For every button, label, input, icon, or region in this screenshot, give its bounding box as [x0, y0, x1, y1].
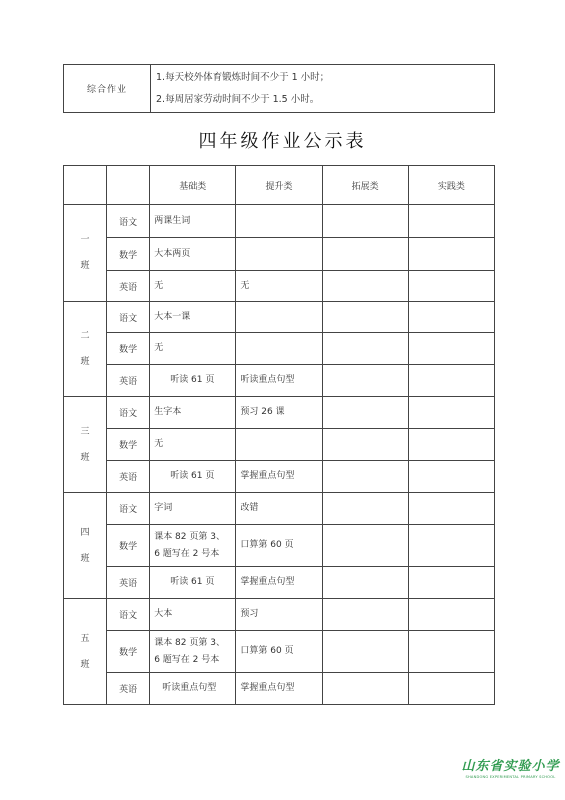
- subject-cell: 语文: [107, 599, 150, 631]
- subject-cell: 语文: [107, 205, 150, 238]
- homework-schedule-table: [63, 165, 495, 705]
- subject-cell: 英语: [107, 365, 150, 397]
- basic-cell: 课本 82 页第 3、 6 题写在 2 号本: [150, 525, 236, 567]
- practice-cell: [408, 397, 494, 429]
- extend-cell: [322, 599, 408, 631]
- table-row: [64, 65, 495, 113]
- subject-cell: 语文: [107, 302, 150, 333]
- comprehensive-line-2: 2.每周居家劳动时间不少于 1.5 小时。: [156, 93, 320, 105]
- basic-cell: 无: [150, 271, 236, 302]
- extend-cell: [322, 461, 408, 493]
- basic-cell: 无: [150, 429, 236, 461]
- comprehensive-label: 综合作业: [64, 65, 151, 113]
- basic-cell: 听读 61 页: [150, 461, 236, 493]
- improve-cell: 口算第 60 页: [236, 525, 322, 567]
- practice-cell: [408, 238, 494, 271]
- improve-cell: 掌握重点句型: [236, 461, 322, 493]
- improve-cell: 无: [236, 271, 322, 302]
- table-row: [64, 631, 495, 673]
- class-name-cell: 一 班: [64, 205, 107, 302]
- practice-cell: [408, 599, 494, 631]
- header-cell-practice: 实践类: [408, 166, 494, 205]
- class-name-cell: 五 班: [64, 599, 107, 705]
- school-logo-subtext: SHANDONG EXPERIMENTAL PRIMARY SCHOOL: [465, 775, 556, 779]
- basic-cell: 听读 61 页: [150, 365, 236, 397]
- improve-cell: [236, 333, 322, 365]
- extend-cell: [322, 333, 408, 365]
- basic-cell: 大本两页: [150, 238, 236, 271]
- subject-cell: 英语: [107, 567, 150, 599]
- basic-cell: 听读 61 页: [150, 567, 236, 599]
- improve-cell: 改错: [236, 493, 322, 525]
- header-row: [64, 166, 495, 205]
- basic-cell: 课本 82 页第 3、 6 题写在 2 号本: [150, 631, 236, 673]
- table-row: [64, 599, 495, 631]
- subject-cell: 数学: [107, 631, 150, 673]
- practice-cell: [408, 673, 494, 705]
- basic-cell: 生字本: [150, 397, 236, 429]
- class-name-cell: 二 班: [64, 302, 107, 397]
- header-cell-improve: 提升类: [236, 166, 322, 205]
- extend-cell: [322, 397, 408, 429]
- comprehensive-content: [151, 65, 495, 113]
- table-row: [64, 525, 495, 567]
- extend-cell: [322, 365, 408, 397]
- practice-cell: [408, 429, 494, 461]
- school-logo: [458, 755, 563, 779]
- subject-cell: 语文: [107, 493, 150, 525]
- basic-cell: 大本一课: [150, 302, 236, 333]
- extend-cell: [322, 631, 408, 673]
- school-logo-text: 山东省实验小学: [461, 759, 560, 774]
- improve-cell: [236, 205, 322, 238]
- table-row: [64, 302, 495, 333]
- extend-cell: [322, 429, 408, 461]
- practice-cell: [408, 567, 494, 599]
- subject-cell: 英语: [107, 673, 150, 705]
- class-name-cell: 四 班: [64, 493, 107, 599]
- table-row: [64, 461, 495, 493]
- subject-cell: 数学: [107, 238, 150, 271]
- table-row: [64, 271, 495, 302]
- subject-cell: 语文: [107, 397, 150, 429]
- basic-cell: 字词: [150, 493, 236, 525]
- extend-cell: [322, 302, 408, 333]
- practice-cell: [408, 205, 494, 238]
- header-cell-basic: 基础类: [150, 166, 236, 205]
- improve-cell: 掌握重点句型: [236, 673, 322, 705]
- practice-cell: [408, 525, 494, 567]
- table-row: [64, 205, 495, 238]
- improve-cell: 预习 26 课: [236, 397, 322, 429]
- subject-cell: 英语: [107, 271, 150, 302]
- header-cell-extend: 拓展类: [322, 166, 408, 205]
- improve-cell: 听读重点句型: [236, 365, 322, 397]
- page-title: 四年级作业公示表: [198, 131, 367, 152]
- subject-cell: 数学: [107, 525, 150, 567]
- improve-cell: 口算第 60 页: [236, 631, 322, 673]
- improve-cell: [236, 238, 322, 271]
- practice-cell: [408, 631, 494, 673]
- improve-cell: 预习: [236, 599, 322, 631]
- table-row: [64, 567, 495, 599]
- table-row: [64, 365, 495, 397]
- table-row: [64, 238, 495, 271]
- practice-cell: [408, 493, 494, 525]
- subject-cell: 英语: [107, 461, 150, 493]
- improve-cell: [236, 302, 322, 333]
- table-row: [64, 397, 495, 429]
- practice-cell: [408, 271, 494, 302]
- improve-cell: 掌握重点句型: [236, 567, 322, 599]
- extend-cell: [322, 238, 408, 271]
- subject-cell: 数学: [107, 333, 150, 365]
- practice-cell: [408, 461, 494, 493]
- comprehensive-homework-table: [63, 64, 495, 113]
- extend-cell: [322, 205, 408, 238]
- subject-cell: 数学: [107, 429, 150, 461]
- table-row: [64, 673, 495, 705]
- extend-cell: [322, 567, 408, 599]
- extend-cell: [322, 493, 408, 525]
- header-cell-class: [64, 166, 107, 205]
- extend-cell: [322, 673, 408, 705]
- table-row: [64, 333, 495, 365]
- comprehensive-line-1: 1.每天校外体育锻炼时间不少于 1 小时；: [156, 71, 330, 83]
- practice-cell: [408, 365, 494, 397]
- extend-cell: [322, 271, 408, 302]
- table-row: [64, 493, 495, 525]
- practice-cell: [408, 302, 494, 333]
- class-name-cell: 三 班: [64, 397, 107, 493]
- extend-cell: [322, 525, 408, 567]
- basic-cell: 听读重点句型: [150, 673, 236, 705]
- header-cell-subject: [107, 166, 150, 205]
- basic-cell: 大本: [150, 599, 236, 631]
- basic-cell: 无: [150, 333, 236, 365]
- basic-cell: 两课生词: [150, 205, 236, 238]
- table-row: [64, 429, 495, 461]
- improve-cell: [236, 429, 322, 461]
- practice-cell: [408, 333, 494, 365]
